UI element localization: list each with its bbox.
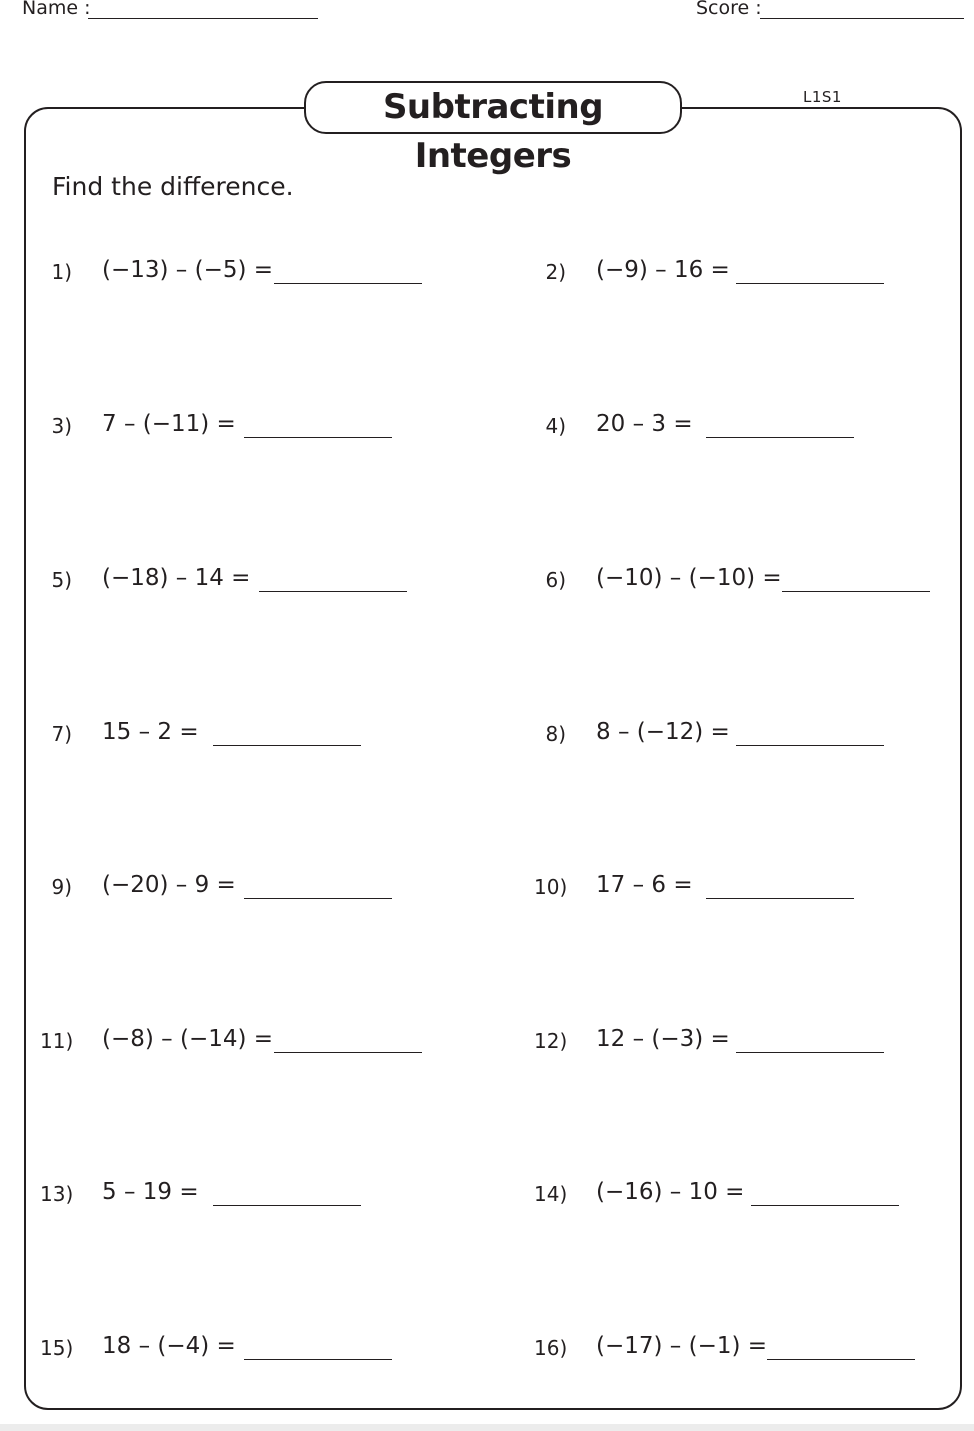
- problem-expression: (−20) – 9 =: [102, 872, 236, 898]
- answer-blank[interactable]: [274, 1052, 422, 1053]
- problem-number: 11): [40, 1029, 74, 1053]
- problem-number: 4): [545, 414, 566, 438]
- problem-number: 10): [534, 875, 568, 899]
- problem-number: 13): [40, 1182, 74, 1206]
- problem-expression: (−10) – (−10) =: [596, 565, 782, 591]
- problem-expression: (−8) – (−14) =: [102, 1026, 274, 1052]
- problem-item: [0, 1025, 480, 1065]
- problem-item: [494, 564, 964, 604]
- problem-expression: (−17) – (−1) =: [596, 1333, 768, 1359]
- worksheet-title: Subtracting Integers: [304, 81, 682, 134]
- answer-blank[interactable]: [706, 437, 854, 438]
- answer-blank[interactable]: [244, 898, 392, 899]
- answer-blank[interactable]: [213, 1205, 361, 1206]
- score-label: Score :: [696, 0, 762, 19]
- problem-item: [494, 871, 964, 911]
- problem-number: 12): [534, 1029, 568, 1053]
- name-label: Name :: [22, 0, 91, 19]
- score-input-line[interactable]: [760, 18, 964, 19]
- problem-item: [494, 410, 964, 450]
- problem-item: [0, 1332, 480, 1372]
- answer-blank[interactable]: [259, 591, 407, 592]
- name-input-line[interactable]: [88, 18, 318, 19]
- answer-blank[interactable]: [244, 1359, 392, 1360]
- answer-blank[interactable]: [736, 283, 884, 284]
- answer-blank[interactable]: [767, 1359, 915, 1360]
- problem-number: 14): [534, 1182, 568, 1206]
- instruction-text: Find the difference.: [52, 172, 294, 201]
- answer-blank[interactable]: [736, 745, 884, 746]
- problem-expression: (−18) – 14 =: [102, 565, 251, 591]
- problem-item: [494, 1025, 964, 1065]
- problem-number: 6): [545, 568, 566, 592]
- problem-item: [0, 564, 480, 604]
- problem-expression: 12 – (−3) =: [596, 1026, 730, 1052]
- problem-item: [494, 718, 964, 758]
- problem-expression: 8 – (−12) =: [596, 719, 730, 745]
- problem-item: [494, 1332, 964, 1372]
- problem-item: [494, 256, 964, 296]
- bottom-edge: [0, 1424, 974, 1431]
- problem-item: [0, 1178, 480, 1218]
- problem-expression: (−16) – 10 =: [596, 1179, 745, 1205]
- problem-expression: 20 – 3 =: [596, 411, 693, 437]
- problem-item: [0, 871, 480, 911]
- problem-item: [494, 1178, 964, 1218]
- problem-number: 3): [51, 414, 72, 438]
- problem-expression: (−9) – 16 =: [596, 257, 730, 283]
- answer-blank[interactable]: [751, 1205, 899, 1206]
- problem-item: [0, 256, 480, 296]
- answer-blank[interactable]: [244, 437, 392, 438]
- problem-expression: 18 – (−4) =: [102, 1333, 236, 1359]
- problem-number: 2): [545, 260, 566, 284]
- problem-number: 15): [40, 1336, 74, 1360]
- answer-blank[interactable]: [706, 898, 854, 899]
- problem-number: 8): [545, 722, 566, 746]
- problem-item: [0, 410, 480, 450]
- problem-number: 16): [534, 1336, 568, 1360]
- answer-blank[interactable]: [213, 745, 361, 746]
- answer-blank[interactable]: [274, 283, 422, 284]
- worksheet-code: L1S1: [803, 88, 842, 106]
- problem-expression: 5 – 19 =: [102, 1179, 199, 1205]
- problem-number: 5): [51, 568, 72, 592]
- answer-blank[interactable]: [782, 591, 930, 592]
- problem-expression: 15 – 2 =: [102, 719, 199, 745]
- problem-expression: 7 – (−11) =: [102, 411, 236, 437]
- problem-expression: 17 – 6 =: [596, 872, 693, 898]
- problem-number: 7): [51, 722, 72, 746]
- problem-number: 1): [51, 260, 72, 284]
- problem-item: [0, 718, 480, 758]
- problem-number: 9): [51, 875, 72, 899]
- problem-expression: (−13) – (−5) =: [102, 257, 274, 283]
- answer-blank[interactable]: [736, 1052, 884, 1053]
